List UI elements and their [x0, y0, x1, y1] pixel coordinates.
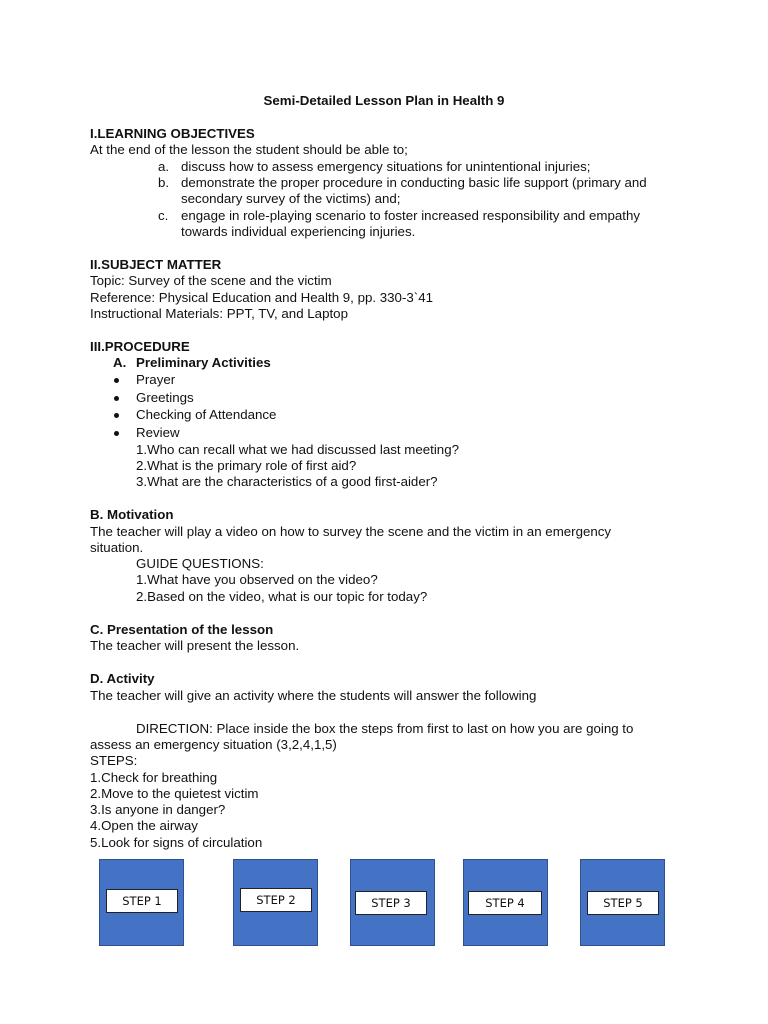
review-question: 3.What are the characteristics of a good first-aider? [136, 474, 438, 489]
objectives-intro: At the end of the lesson the student should be able to; [90, 142, 408, 157]
presentation-heading: C. Presentation of the lesson [90, 622, 274, 637]
step-box-5 [580, 859, 665, 946]
review-question: 1.Who can recall what we had discussed last meeting? [136, 442, 459, 457]
steps-heading: STEPS: [90, 753, 138, 768]
guide-question: 1.What have you observed on the video? [136, 572, 378, 587]
subject-reference: Reference: Physical Education and Health 9, pp. 330-3`41 [90, 290, 433, 305]
guide-question: 2.Based on the video, what is our topic for today? [136, 589, 428, 604]
procedure-heading: III.PROCEDURE [90, 339, 190, 354]
step-item: 5.Look for signs of circulation [90, 835, 263, 850]
preliminary-item-review: Review [136, 425, 180, 440]
step-box-1-label: STEP 1 [106, 889, 178, 913]
guide-questions-heading: GUIDE QUESTIONS: [136, 556, 264, 571]
direction-line1: DIRECTION: Place inside the box the steps from first to last on how you are going to [136, 721, 634, 736]
subject-materials: Instructional Materials: PPT, TV, and Laptop [90, 306, 348, 321]
subject-matter-heading: II.SUBJECT MATTER [90, 257, 222, 272]
step-box-2-label: STEP 2 [240, 888, 312, 912]
preliminary-item-greetings: Greetings [136, 390, 194, 405]
step-box-4-label: STEP 4 [468, 891, 542, 915]
step-box-2 [233, 859, 318, 946]
preliminary-heading: Preliminary Activities [136, 355, 271, 370]
review-question: 2.What is the primary role of first aid? [136, 458, 357, 473]
step-box-1 [99, 859, 184, 946]
step-box-4 [463, 859, 548, 946]
bullet-icon [114, 378, 119, 383]
preliminary-item-prayer: Prayer [136, 372, 176, 387]
activity-heading: D. Activity [90, 671, 155, 686]
subject-topic: Topic: Survey of the scene and the victim [90, 273, 332, 288]
objective-c-text-line2: towards individual experiencing injuries. [181, 224, 416, 239]
step-box-3-label: STEP 3 [355, 891, 427, 915]
bullet-icon [114, 413, 119, 418]
step-item: 4.Open the airway [90, 818, 198, 833]
step-item: 3.Is anyone in danger? [90, 802, 226, 817]
presentation-text: The teacher will present the lesson. [90, 638, 300, 653]
objective-a-marker: a. [158, 159, 170, 174]
step-item: 1.Check for breathing [90, 770, 218, 785]
motivation-text-line2: situation. [90, 540, 144, 555]
objective-b-text-line1: demonstrate the proper procedure in conducting basic life support (primary and [181, 175, 647, 190]
preliminary-marker: A. [113, 355, 127, 370]
step-item: 2.Move to the quietest victim [90, 786, 259, 801]
page-title: Semi-Detailed Lesson Plan in Health 9 [263, 93, 505, 108]
objectives-heading: I.LEARNING OBJECTIVES [90, 126, 255, 141]
motivation-text-line1: The teacher will play a video on how to survey the scene and the victim in an emergency [90, 524, 612, 539]
objective-c-text-line1: engage in role-playing scenario to foster increased responsibility and empathy [181, 208, 641, 223]
step-box-3 [350, 859, 435, 946]
direction-line2: assess an emergency situation (3,2,4,1,5) [90, 737, 337, 752]
preliminary-item-attendance: Checking of Attendance [136, 407, 277, 422]
bullet-icon [114, 431, 119, 436]
step-box-5-label: STEP 5 [587, 891, 659, 915]
bullet-icon [114, 396, 119, 401]
motivation-heading: B. Motivation [90, 507, 174, 522]
objective-c-marker: c. [158, 208, 169, 223]
objective-b-marker: b. [158, 175, 170, 190]
activity-text: The teacher will give an activity where the students will answer the following [90, 688, 537, 703]
objective-b-text-line2: secondary survey of the victims) and; [181, 191, 401, 206]
objective-a-text: discuss how to assess emergency situations for unintentional injuries; [181, 159, 591, 174]
